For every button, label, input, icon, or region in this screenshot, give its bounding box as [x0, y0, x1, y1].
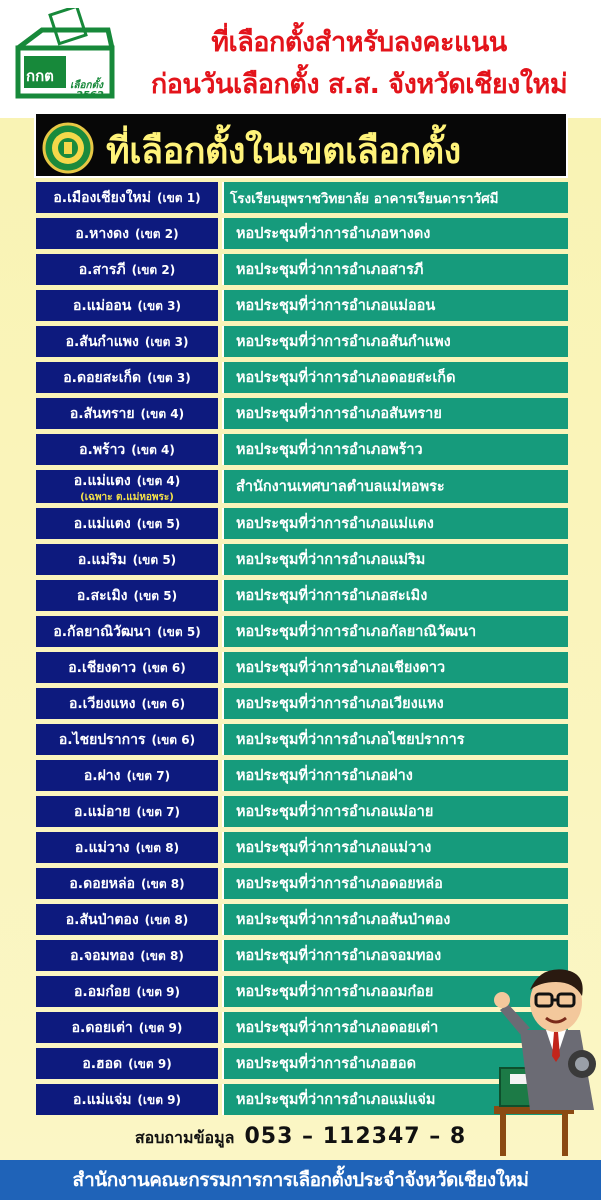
section-banner: [34, 112, 568, 178]
district-name: อ.ฝาง: [83, 767, 121, 784]
district-cell: [36, 904, 222, 935]
table-row: [36, 760, 568, 791]
district-line: [70, 403, 184, 425]
district-cell: [36, 362, 222, 393]
table-row: [36, 544, 568, 575]
table-row: [36, 688, 568, 719]
district-name: อ.เวียงแหง: [68, 695, 136, 712]
table-row: [36, 616, 568, 647]
polling-place-cell: สำนักงานเทศบาลตำบลแม่หอพระ: [222, 470, 568, 503]
district-cell: [36, 760, 222, 791]
district-cell: [36, 688, 222, 719]
district-line: [69, 693, 185, 715]
polling-place-cell: หอประชุมที่ว่าการอำเภอสะเมิง: [222, 580, 568, 611]
district-zone: (เขต 5): [136, 516, 181, 531]
district-cell: [36, 290, 222, 321]
district-name: อ.เชียงดาว: [68, 659, 137, 676]
district-zone: (เขต 4): [131, 442, 175, 457]
ballot-box-logo: [12, 8, 120, 100]
district-zone: (เขต 8): [135, 840, 180, 855]
district-zone: (เขต 3): [144, 334, 189, 349]
table-row: [36, 580, 568, 611]
footer-bar: [0, 1160, 601, 1200]
district-name: อ.แม่ริม: [77, 551, 127, 568]
district-zone: (เขต 5): [133, 588, 178, 603]
district-line: [77, 585, 177, 607]
footer-text: สำนักงานคณะกรรมการการเลือกตั้งประจำจังหวัดเชียงใหม่: [72, 1169, 529, 1191]
title-line-1: ที่เลือกตั้งสำหรับลงคะแนน: [211, 27, 507, 58]
district-zone: (เขต 9): [138, 1020, 183, 1035]
polling-place-cell: หอประชุมที่ว่าการอำเภอแม่วาง: [222, 832, 568, 863]
polling-place-cell: โรงเรียนยุพราชวิทยาลัย อาคารเรียนดาราวัศมี: [222, 182, 568, 213]
district-name: อ.สันกำแพง: [65, 333, 139, 350]
polling-place-cell: หอประชุมที่ว่าการอำเภอเวียงแหง: [222, 688, 568, 719]
district-name: อ.แม่แตง: [73, 473, 131, 489]
district-name: อ.แม่อาย: [73, 803, 131, 820]
district-line: [53, 187, 200, 209]
table-row: [36, 290, 568, 321]
district-zone: (เขต 6): [141, 696, 186, 711]
district-zone: (เขต 2): [135, 226, 179, 241]
polling-place-cell: หอประชุมที่ว่าการอำเภอแม่แจ่ม: [222, 1084, 568, 1115]
polling-place-cell: หอประชุมที่ว่าการอำเภอดอยหล่อ: [222, 868, 568, 899]
district-cell: [36, 470, 222, 503]
district-zone: (เขต 6): [151, 732, 196, 747]
district-name: อ.สันป่าตอง: [65, 911, 139, 928]
district-name: อ.กัลยาณิวัฒนา: [53, 623, 152, 640]
district-cell: [36, 544, 222, 575]
district-note: (เฉพาะ ต.แม่หอพระ): [80, 492, 174, 503]
district-cell: [36, 398, 222, 429]
district-zone: (เขต 4): [136, 474, 181, 488]
district-cell: [36, 1084, 222, 1115]
district-zone: (เขต 8): [140, 948, 184, 963]
district-cell: [36, 796, 222, 827]
district-zone: (เขต 8): [141, 876, 185, 891]
polling-place-cell: หอประชุมที่ว่าการอำเภอหางดง: [222, 218, 568, 249]
district-cell: [36, 940, 222, 971]
table-row: [36, 868, 568, 899]
district-name: อ.หางดง: [75, 225, 129, 242]
polling-place-cell: หอประชุมที่ว่าการอำเภออมก๋อย: [222, 976, 568, 1007]
district-cell: [36, 1012, 222, 1043]
district-cell: [36, 326, 222, 357]
district-name: อ.เมืองเชียงใหม่: [53, 189, 151, 206]
district-line: [66, 909, 189, 931]
district-line: [70, 945, 184, 967]
logo-year: 2562: [76, 90, 104, 101]
district-name: อ.ดอยหล่อ: [69, 875, 136, 892]
district-zone: (เขต 7): [126, 768, 171, 783]
district-line: [84, 765, 170, 787]
district-zone: (เขต 1): [157, 190, 201, 205]
district-cell: [36, 182, 222, 213]
district-name: อ.ดอยเต่า: [71, 1019, 133, 1036]
polling-place-cell: หอประชุมที่ว่าการอำเภอดอยเต่า: [222, 1012, 568, 1043]
district-cell: [36, 1048, 222, 1079]
polling-place-cell: หอประชุมที่ว่าการอำเภอเชียงดาว: [222, 652, 568, 683]
district-name: อ.ฮอด: [82, 1055, 123, 1072]
district-name: อ.แม่แตง: [73, 515, 131, 532]
district-zone: (เขต 7): [136, 804, 181, 819]
contact-phone: 053 – 112347 – 8: [244, 1124, 467, 1149]
district-zone: (เขต 3): [147, 370, 191, 385]
district-name: อ.แม่ออน: [73, 297, 132, 314]
district-line: [79, 259, 175, 281]
district-zone: (เขต 9): [137, 1092, 182, 1107]
polling-place-cell: หอประชุมที่ว่าการอำเภอฮอด: [222, 1048, 568, 1079]
district-line: [75, 223, 178, 245]
district-zone: (เขต 5): [132, 552, 177, 567]
title-line-2: ก่อนวันเลือกตั้ง ส.ส. จังหวัดเชียงใหม่: [150, 69, 568, 100]
district-name: อ.สารภี: [78, 261, 126, 278]
contact-label: สอบถามข้อมูล: [134, 1128, 235, 1147]
district-name: อ.แม่แจ่ม: [72, 1091, 132, 1108]
table-row: [36, 398, 568, 429]
district-cell: [36, 434, 222, 465]
district-line: [72, 1017, 183, 1039]
logo-label: กกต: [26, 67, 54, 85]
district-zone: (เขต 4): [140, 406, 185, 421]
polling-place-cell: หอประชุมที่ว่าการอำเภอสารภี: [222, 254, 568, 285]
district-line: [74, 981, 180, 1003]
polling-place-cell: หอประชุมที่ว่าการอำเภอสันกำแพง: [222, 326, 568, 357]
district-line: [66, 331, 189, 353]
ect-seal-icon: [42, 122, 94, 174]
district-line: [75, 837, 179, 859]
district-zone: (เขต 2): [131, 262, 176, 277]
table-row: [36, 724, 568, 755]
table-row: [36, 254, 568, 285]
polling-place-cell: หอประชุมที่ว่าการอำเภอไชยปราการ: [222, 724, 568, 755]
polling-place-cell: หอประชุมที่ว่าการอำเภอกัลยาณิวัฒนา: [222, 616, 568, 647]
district-cell: [36, 976, 222, 1007]
polling-place-cell: หอประชุมที่ว่าการอำเภอฝาง: [222, 760, 568, 791]
table-row: [36, 434, 568, 465]
district-name: อ.สันทราย: [69, 405, 135, 422]
district-cell: [36, 580, 222, 611]
polling-place-cell: หอประชุมที่ว่าการอำเภอแม่อาย: [222, 796, 568, 827]
district-line: [59, 729, 195, 751]
district-name: อ.แม่วาง: [74, 839, 130, 856]
district-line: [82, 1053, 171, 1075]
district-line: [74, 513, 181, 535]
table-row: [36, 218, 568, 249]
table-row: [36, 326, 568, 357]
district-cell: [36, 616, 222, 647]
table-row: [36, 796, 568, 827]
district-cell: [36, 724, 222, 755]
district-line: [53, 621, 200, 643]
district-line: [79, 439, 175, 461]
table-row: [36, 508, 568, 539]
table-row: [36, 362, 568, 393]
district-line: [69, 873, 184, 895]
district-cell: [36, 508, 222, 539]
district-line: [78, 549, 176, 571]
district-name: อ.พร้าว: [79, 441, 126, 458]
district-name: อ.ดอยสะเก็ด: [63, 369, 142, 386]
polling-place-cell: หอประชุมที่ว่าการอำเภอสันป่าตอง: [222, 904, 568, 935]
district-line: [73, 1089, 181, 1111]
district-zone: (เขต 8): [144, 912, 189, 927]
district-name: อ.ไชยปราการ: [58, 731, 146, 748]
polling-place-cell: หอประชุมที่ว่าการอำเภอแม่ออน: [222, 290, 568, 321]
polling-place-cell: หอประชุมที่ว่าการอำเภอแม่แตง: [222, 508, 568, 539]
table-row: [36, 470, 568, 503]
district-line: [63, 367, 190, 389]
contact-line: [0, 1124, 601, 1151]
polling-place-cell: หอประชุมที่ว่าการอำเภอสันทราย: [222, 398, 568, 429]
district-name: อ.สะเมิง: [76, 587, 128, 604]
logo-caption: เลือกตั้ง: [70, 80, 103, 91]
table-row: [36, 832, 568, 863]
district-zone: (เขต 9): [136, 984, 181, 999]
district-line: [74, 801, 180, 823]
polling-place-cell: หอประชุมที่ว่าการอำเภอแม่ริม: [222, 544, 568, 575]
district-cell: [36, 832, 222, 863]
district-line: [74, 470, 181, 492]
district-name: อ.อมก๋อย: [73, 983, 131, 1000]
district-zone: (เขต 9): [128, 1056, 172, 1071]
district-cell: [36, 254, 222, 285]
district-cell: [36, 652, 222, 683]
district-cell: [36, 218, 222, 249]
district-name: อ.จอมทอง: [70, 947, 135, 964]
banner-title: ที่เลือกตั้งในเขตเลือกตั้ง: [106, 131, 461, 172]
polling-place-cell: หอประชุมที่ว่าการอำเภอพร้าว: [222, 434, 568, 465]
table-row: [36, 652, 568, 683]
district-zone: (เขต 3): [137, 298, 181, 313]
district-line: [73, 295, 181, 317]
district-cell: [36, 868, 222, 899]
polling-place-cell: หอประชุมที่ว่าการอำเภอดอยสะเก็ด: [222, 362, 568, 393]
polling-place-cell: หอประชุมที่ว่าการอำเภอจอมทอง: [222, 940, 568, 971]
table-row: [36, 182, 568, 213]
district-zone: (เขต 5): [157, 624, 201, 639]
district-zone: (เขต 6): [142, 660, 186, 675]
table-row: [36, 904, 568, 935]
district-line: [68, 657, 185, 679]
